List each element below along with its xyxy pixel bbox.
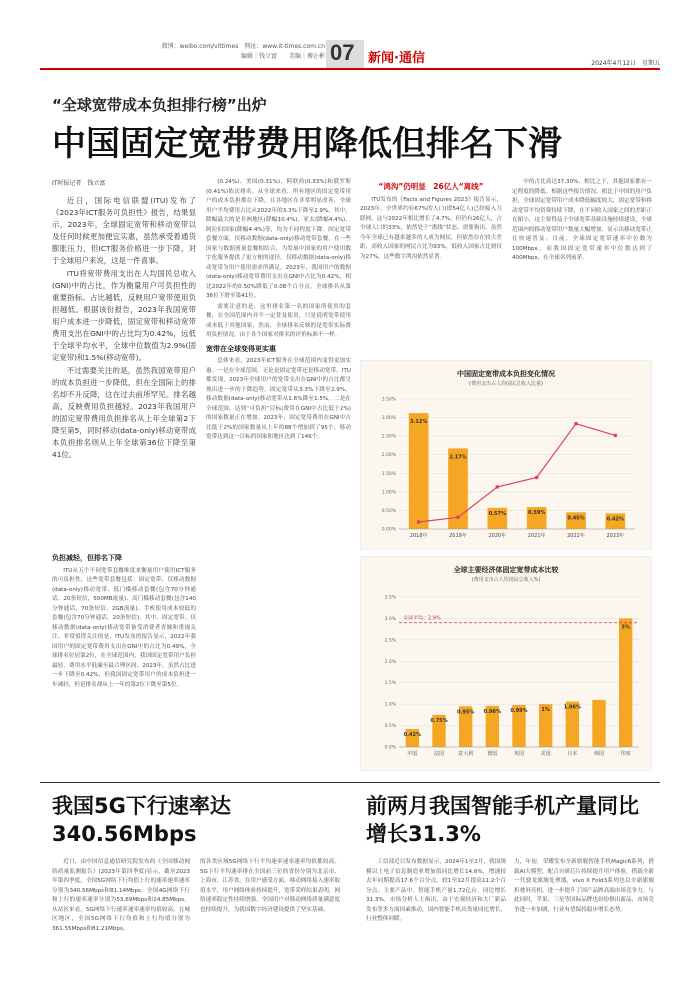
data-label: 1% (541, 707, 550, 714)
reference-line-label: 全球平均：2.9% (403, 615, 441, 622)
article-column-2 (206, 178, 351, 778)
story-5g-column-1 (52, 858, 190, 963)
chart2-title: 全球主要经济体固定宽带成本比较 (453, 566, 559, 574)
x-tick-label: 2022年 (567, 533, 585, 539)
x-tick-label: 日本 (567, 751, 578, 757)
y-tick-label: 2.50% (381, 434, 396, 440)
section-divider (40, 782, 660, 783)
line-series (419, 424, 616, 522)
section-heading-gap: “鸿沟”仍明显 26亿人“离线” (378, 182, 484, 191)
page-header (40, 40, 660, 70)
body-paragraph: 的各类区域5G网络下行平均速率速率速率均值都较高。5G下行平均速率排在全国前三位的省份分别为北京市、上海市、江苏省。在用户感受方面，移动网络接入速率取值水平，用户网络体验持续提升，宽带采样结果表明，网络速率稳定性持续增强，全国用户对移动网络质量满意度也持续提升，为我国数字经济建设提供了坚实基础。 (200, 859, 340, 913)
chart1-subtitle: (费用支出占人均国民总收入比重) (469, 381, 543, 387)
data-label: 0.57% (488, 510, 507, 517)
headline-kicker: “全球宽带成本负担排行榜”出炉 (52, 96, 267, 114)
y-tick-label: 0.5% (384, 724, 396, 730)
subhead-affordable: 宽带在全球变得更实惠 (206, 344, 276, 353)
body-paragraph: 总体来看，2023年ICT服务在全球范围内变得更加实惠。一是在全球范围，无论是固定宽带还是移动宽带，ITU都发现，2023年全球用户的宽带支出在GNI中的占比都呈现出进一步的下降趋势，固定宽带从3.3%下降至2.9%，移动数据(data-only)移动宽带从1.6%降至1.5%。二是在全球范围，达到“可负担”目标(费用在GNI中占比低于2%)的国家数量正在增加。2023年，固定宽带费用在GNI中占比低于2%的国家数量从上年的88个增加到了95个，移动宽带达到这一目标的国家和地区达到了146个。 (206, 358, 351, 440)
x-tick-label: 美国 (540, 751, 551, 757)
lead-paragraph-2: ITU将宽带费用支出在人均国民总收入(GNI)中的占比，作为衡量用户可负担性的重要指标。占比越低，反映用户宽带使用负担越低。根据该份报告，2023年我国宽带用户成本进一步降低，固定宽带和移动宽带费用支出在GNI中的占比均为0.42%，远低于全球平均水平，全球中位数值为2.9%(固定宽带)和1.5%(移动宽带)。 (52, 269, 196, 362)
section-title: 新闻·通信 (368, 51, 425, 66)
y-tick-label: 1.00% (381, 490, 396, 496)
line-point (456, 516, 460, 520)
y-tick-label: 1.50% (381, 471, 396, 477)
body-paragraph: ITU从五个不同宽带套餐维度来衡量用户使用ICT服务的可负担性，这些宽带套餐包括：固定宽带、仅移动数据(data-only)移动宽带、低门槛移动套餐(包含70分钟通话、20条短信，500MB流量)、高门槛移动套餐(包含140分钟通话、70条短信、2GB流量)、手机使用成本较低的套餐(包含70分钟通话、20条短信)。其中，固定宽带、仅移动数据(data-only)移动宽带备受消费者青睐和重视关注。非常值得关注的是，ITU发布的报告显示，2022年我国用户的固定宽带费用支出在GNI中的占比为0.49%，全球排名位居第2位，在全球范围内，我国固定宽带用户负担最轻，费用水平低廉至最合理区间。2023年，虽然占比进一步下降至0.42%，但我国固定宽带用户的成本负担进一步减轻，但是排名却从上一年的第2位下降至第5位。 (52, 567, 196, 688)
y-tick-label: 3.0% (384, 616, 396, 622)
chart1-title: 中国固定宽带成本负担变化情况 (457, 370, 555, 378)
data-label: 3% (621, 624, 630, 631)
x-tick-label: 印度 (620, 751, 631, 757)
y-tick-label: 3.5% (384, 595, 396, 601)
chart-china-broadband (360, 360, 652, 550)
body-paragraph: 中的占比高达37.30%，相比之下，其他国家都有一定程度的降低。根据这些报告情况，相比于中国的用户负担，全球固定宽带用户成本降低幅度较大，固定宽带和移动宽带平均资费持续下降，在不同收入国家之间的差距正在缩小，这主要得益于全球宽带基础设施持续建设，全球范围内的移动宽带用户数量大幅增加，显示出移动宽带正在快速普及。目前，全球固定宽带速率中位数为100Mbps，而我国固定宽带速率中位数达到了400Mbps，在全球名列前茅。 (512, 179, 652, 261)
chart2-plot (361, 557, 653, 772)
header-meta (162, 42, 325, 61)
line-point (535, 476, 539, 480)
story-5g-title: 我国5G下行速率达340.56Mbps (52, 794, 231, 846)
line-point (614, 434, 618, 438)
x-tick-label: 2019年 (449, 533, 467, 539)
article-column-4 (512, 178, 652, 353)
body-paragraph: 近日，由中国信息通信研究院发布的《全国移动网络质量监测报告》(2023年第四季度)显示，截至2023年第四季度，全国5G网络下行均值上行的速率速率速率分别为340.56Mbps和81.14Mbps。全国4G网络下行和上行的速率速率分别为53.69Mbps和24.85Mbps。从站区来看，5G网络下行速率速率速率均值较高，在城区地区，全国5G网络下行均值和上行均值分别为361.55Mbps和81.21Mbps。 (52, 859, 190, 932)
chart1-plot (361, 361, 653, 551)
x-tick-label: 韩国 (593, 751, 605, 757)
issue-date: 2024年4月12日 星期五 (591, 60, 660, 67)
story-phone-column-1 (366, 858, 506, 963)
data-label: 1.06% (563, 704, 582, 711)
y-tick-label: 3.00% (381, 416, 396, 422)
x-tick-label: 德国 (487, 751, 498, 757)
body-paragraph: 工信部近日发布数据显示，2024年1至2月，我国规模以上电子信息制造业增加值同比增长14.6%，增速较去年同期提高17.6个百分点，较1至12月提高11.2个百分点。主要产品中，智能手机产量1.72亿台，同比增长31.3%。市场分析人士指出，由于宏观经济和大厂新品发布等多方面因素推动，国内智能手机出货量同比增长，行业整体回暖。 (366, 859, 506, 922)
chart2-subtitle: (费用支出占人均国民总收入%) (471, 577, 541, 583)
article-column-1 (52, 195, 196, 547)
story-phone-column-2 (514, 858, 654, 963)
article-column-3 (360, 178, 502, 353)
x-tick-label: 法国 (433, 751, 445, 757)
data-label: 2.17% (449, 454, 467, 461)
byline: IT时报记者 钱立富 (52, 180, 106, 187)
lead-paragraph: 近日，国际电信联盟(ITU)发布了《2023年ICT服务可负担性》报告，结果显示，2023年，全球固定宽带和移动宽带以及任何时候更加便宜实惠，虽然承受着通货膨胀压力，但ICT服务价格进一步下降。对于全球用户来说，这是一件喜事。 (52, 196, 196, 265)
body-paragraph: 需要注意的是，这里排名第一名的国家所使用的套餐，在全国范围内并不一定普及使用，只是说明宽带使用成本低于其他国家，然而，全球排名反映的是宽带实际费用负担情况，由于各个国家对排名的评价标准不一样。 (206, 303, 351, 338)
x-tick-label: 意大利 (458, 751, 474, 757)
x-tick-label: 英国 (513, 751, 525, 757)
line-point (417, 520, 421, 524)
x-tick-label: 2021年 (527, 533, 546, 539)
chart-global-broadband (360, 556, 652, 771)
body-paragraph: ITU发布的《Facts and Figures 2023》报告显示，2023年，全世界约有67%的人口(即54亿人)已经接入互联网，这与2022年相比增长了4.7%。但仍有26亿人，占全球人口的33%，依然处于“离线”状态。需要指出，虽然今年全球已有越来越多的人成为网民，但依然存在较大差距，高收入国家的网民占比为93%，低收入国家占比则仅为27%，这些数字鸿沟依然显著。 (360, 196, 502, 260)
data-label: 0.75% (430, 717, 448, 724)
data-label: 0.95% (456, 709, 475, 716)
data-label: 0.96% (483, 708, 502, 715)
y-tick-label: 0.0% (384, 745, 396, 751)
bar (409, 413, 429, 529)
article-column-1b (52, 550, 196, 775)
data-label: 0.42% (403, 732, 422, 738)
y-tick-label: 0.00% (381, 527, 396, 533)
y-tick-label: 2.5% (384, 638, 396, 644)
data-label: 0.99% (510, 708, 528, 714)
y-tick-label: 2.00% (381, 453, 396, 459)
data-label: 0.59% (527, 510, 546, 517)
subhead-ranking: 负担减轻，但排名下降 (52, 554, 122, 562)
story-phone-title: 前两月我国智能手机产量同比增长31.3% (366, 794, 639, 846)
body-paragraph: (0.24%)、美国(0.31%)、阿联酋(0.33%)和俄罗斯(0.41%)依次排名。从全球来看，所有地区的固定宽带用户的成本负担都在下降，且各地区在非常明显改善，全球用户平均费用占比从2022年的3.3%下降至2.9%。其中，降幅最大的是非洲地区(降幅10.4%)、亚太(降幅4.4%)、阿拉伯国家(降幅4.4%)等，均为不同程度下降。固定宽带套餐方面，仅移动数据(data-only)移动宽带套餐，在一些国家与数据流量套餐相结合，为发展中国家的用户使用数字化服务提供了更方便的途径，仅移动数据(data-only)移动宽带为用户使用需求所满足。2023年，我国用户的数据(data-only)移动宽带费用支出在GNI中占比为0.42%，相比2022年的0.50%降低了0.08个百分点，全球排名从第36位下滑至第41位。 (206, 179, 351, 299)
y-tick-label: 1.0% (384, 702, 396, 708)
x-tick-label: 2018年 (409, 533, 428, 539)
line-point (496, 485, 500, 489)
x-tick-label: 中国 (407, 751, 418, 757)
data-label: 0.45% (567, 515, 585, 522)
headline-title: 中国固定宽带费用降低但排名下滑 (52, 124, 562, 164)
x-tick-label: 2020年 (488, 533, 507, 539)
line-point (574, 422, 578, 426)
page-number: 07 (330, 40, 355, 65)
header-editors: 编辑｜钱立富 美编｜傅正彬 (240, 52, 325, 60)
y-tick-label: 2.0% (384, 659, 396, 665)
body-paragraph: 力，年初，荣耀发布全新旗舰智能手机Magic6系列，搭载AI大模型，配合自研芯片持续提升用户体验，搭载全新一代骁龙旗舰处理器，vivo X Fold3系列也以全新旗舰折叠屏亮相，进一步提升了国产品牌高端市场竞争力。与此同时，苹果、三星等国际品牌也纷纷推出新品，市场竞争进一步加剧，行业有望保持稳步增长态势。 (514, 859, 654, 913)
x-tick-label: 2023年 (606, 533, 625, 539)
y-tick-label: 0.50% (381, 508, 396, 514)
data-label: 3.12% (409, 419, 428, 426)
bar (592, 700, 605, 747)
story-5g-column-2 (200, 858, 340, 963)
y-tick-label: 3.50% (381, 397, 396, 403)
header-weibo: 微博：weibo.com/vittimes 网址：www.it-times.com.cn (161, 43, 325, 50)
lead-paragraph-3: 不过需要关注的是，虽然我国宽带用户的成本负担进一步降低，但在全国际上的排名却不升反降，这在过去前所罕见。排名越高，反映费用负担越轻。2023年我国用户的固定宽带费用负担排名从上年全球第2下降至第5，同时移动(data-only)移动宽带成本负担排名则从上年全球第36位下降至第41位。 (52, 366, 196, 459)
y-tick-label: 1.5% (384, 681, 396, 687)
data-label: 0.42% (606, 516, 625, 523)
bar (619, 618, 632, 747)
